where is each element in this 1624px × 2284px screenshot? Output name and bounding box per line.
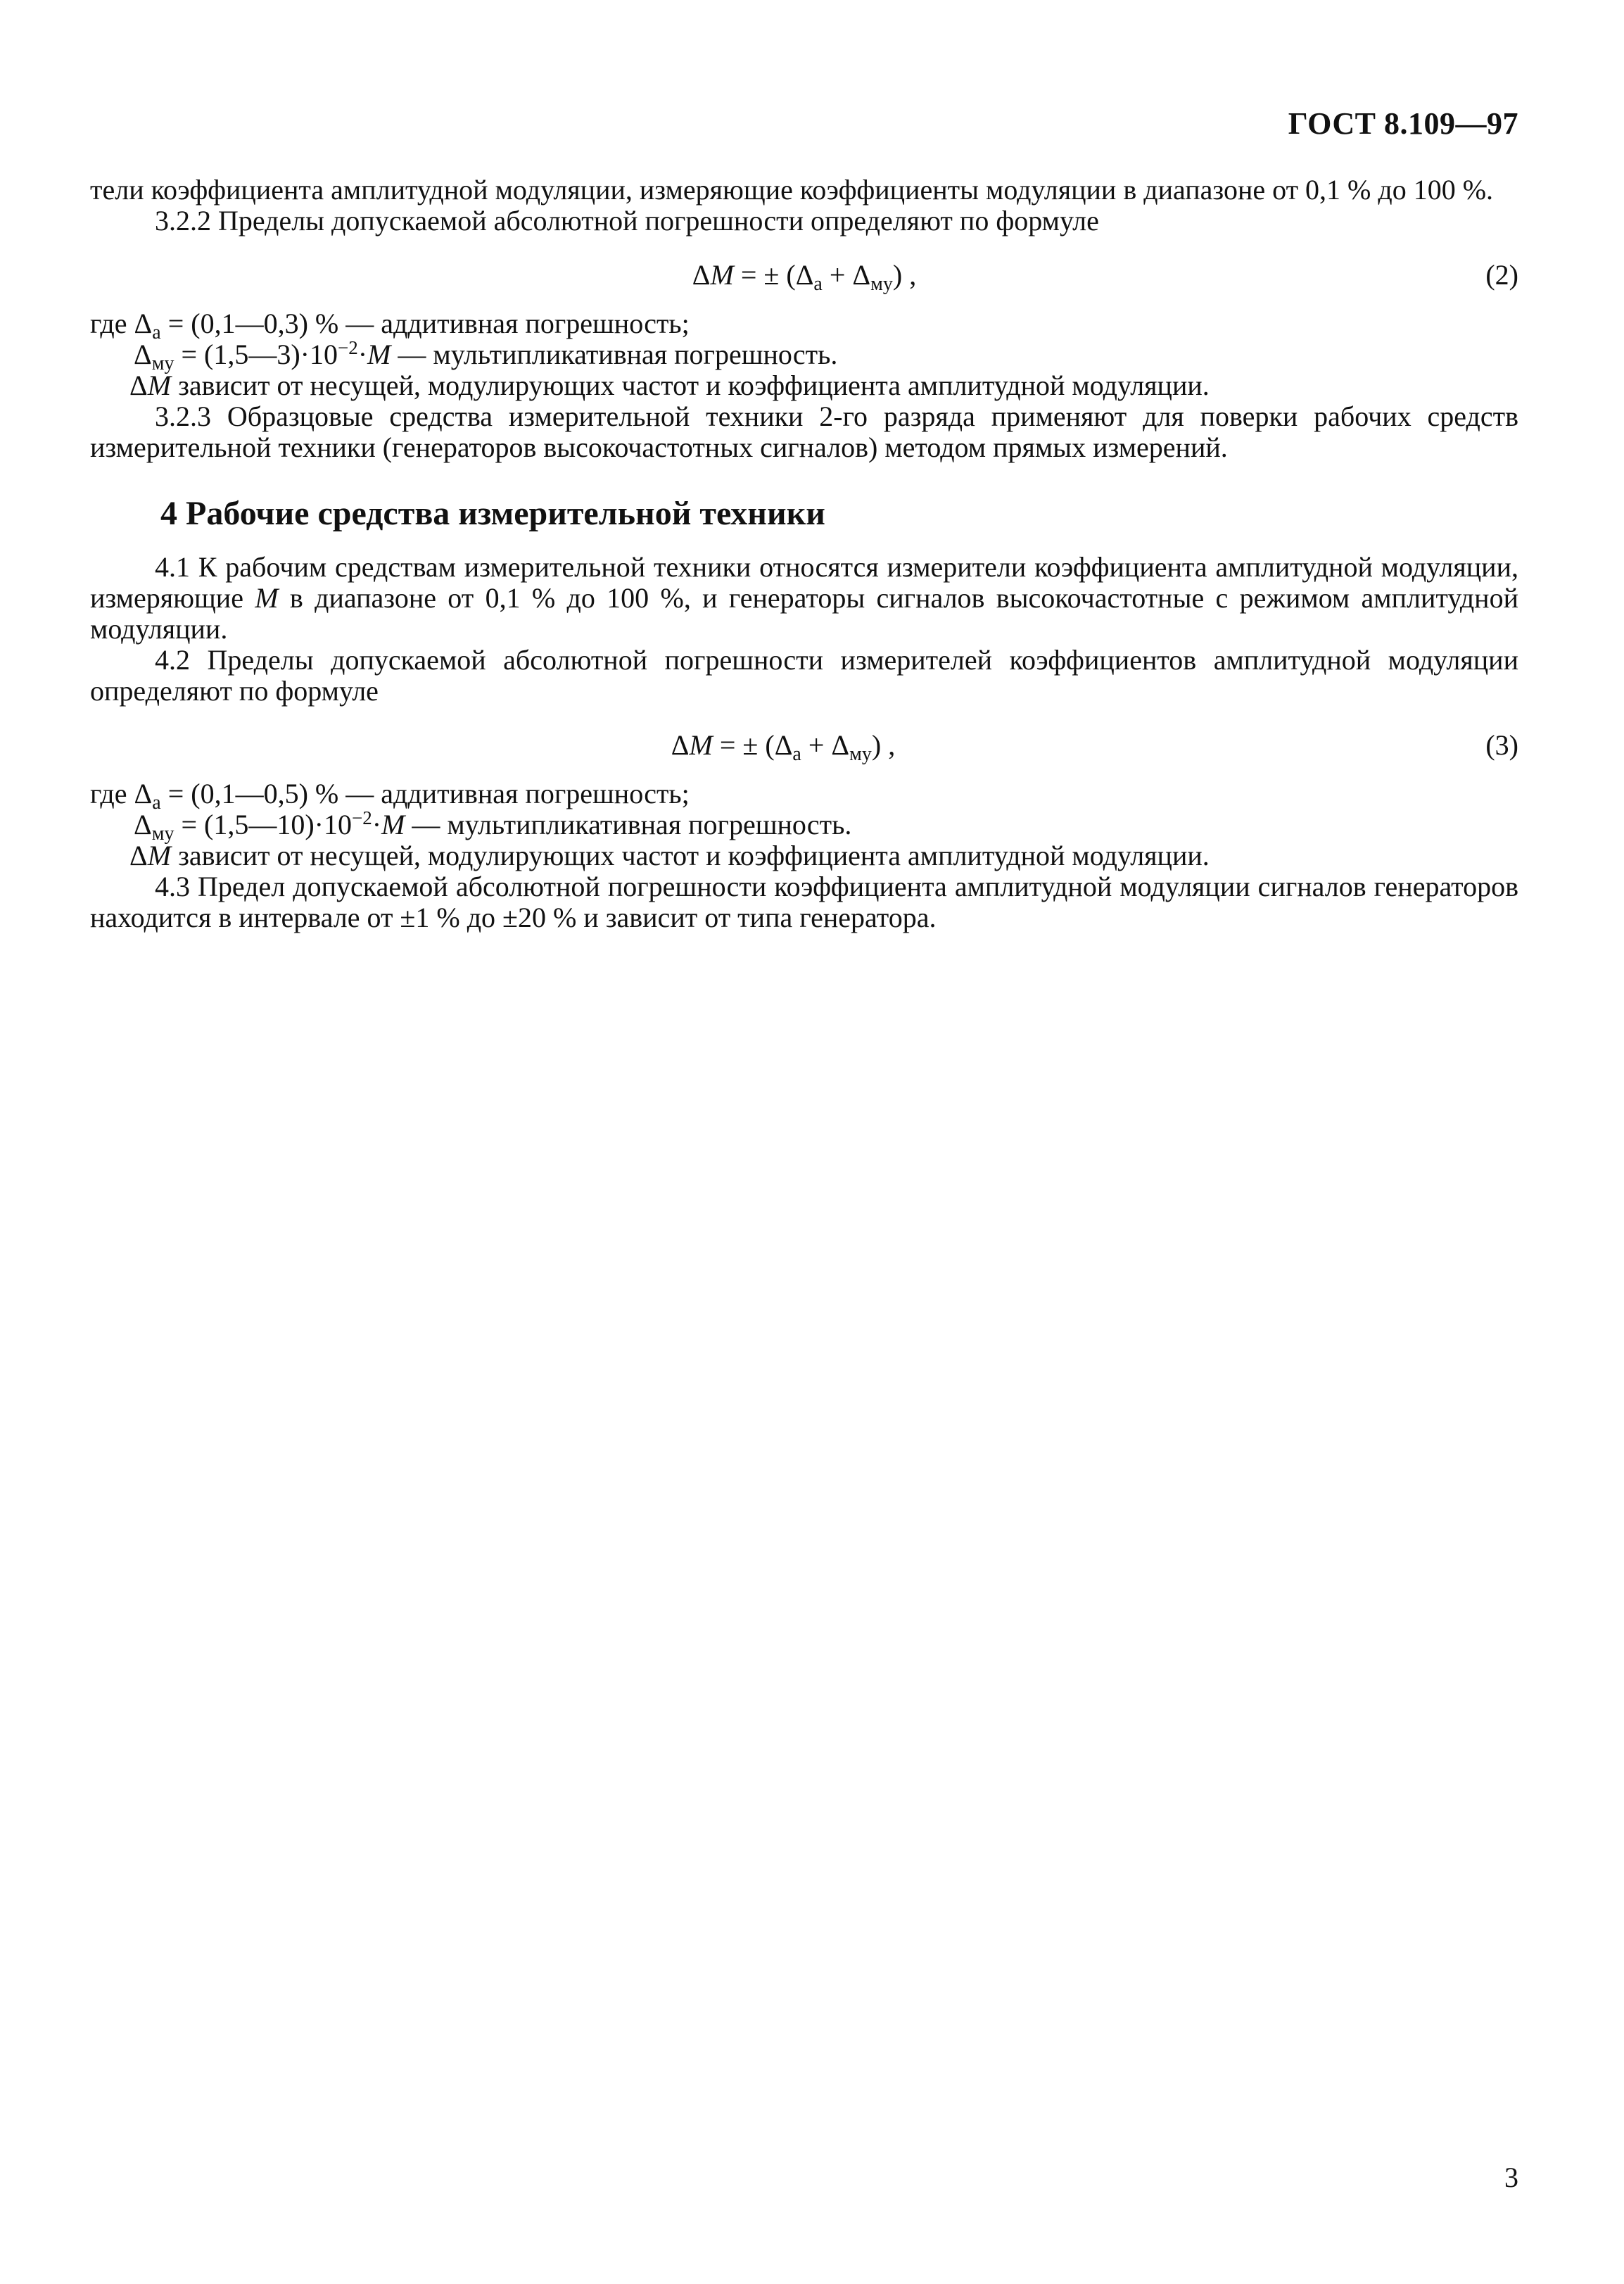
definition-text: — мультипликативная погрешность.	[405, 809, 852, 840]
paragraph-4-2: 4.2 Пределы допускаемой абсолютной погрешности измерителей коэффициентов амплитудной модуляции определяют по формуле	[90, 644, 1518, 707]
formula-symbol: Δ	[852, 259, 871, 291]
page-number: 3	[1504, 2162, 1518, 2193]
definition-equation: = (1,5—3)·10	[174, 339, 338, 370]
formula-variable: M	[147, 370, 172, 401]
formula-symbol: Δ	[831, 729, 850, 761]
formula-operator: +	[822, 259, 853, 291]
formula-symbol: Δ	[129, 370, 148, 401]
formula-subscript: му	[870, 273, 893, 295]
paragraph-4-3: 4.3 Предел допускаемой абсолютной погрешности коэффициента амплитудной модуляции сигналов генераторов находится в интервале от ±1 % до ±20 % и зависит от типа генератора.	[90, 871, 1518, 933]
definition-multiplicative-error	[90, 337, 1518, 374]
formula-3	[90, 722, 1518, 769]
formula-operator: ) ,	[892, 259, 917, 291]
formula-symbol: Δ	[134, 308, 153, 339]
paragraph-3-2-3: 3.2.3 Образцовые средства измерительной техники 2-го разряда применяют для поверки рабочих средств измерительной техники (генераторов высокочастотных сигналов) методом прямых измерений.	[90, 400, 1518, 463]
formula-symbol: Δ	[134, 339, 152, 370]
definition-text: = (0,1—0,5) % — аддитивная погрешность;	[160, 778, 690, 809]
paragraph-4-1	[90, 552, 1518, 645]
formula-2-number: (2)	[1485, 259, 1518, 291]
formula-variable: M	[710, 259, 734, 291]
formula-symbol: Δ	[671, 729, 690, 761]
definition-prefix: где	[90, 308, 134, 339]
formula-subscript: а	[152, 792, 161, 814]
page-content	[90, 175, 1518, 933]
formula-subscript: му	[151, 823, 175, 845]
definition-additive-error	[90, 308, 1518, 343]
paragraph-3-2-2: 3.2.2 Пределы допускаемой абсолютной погрешности определяют по формуле	[155, 205, 1099, 236]
formula-symbol: Δ	[134, 778, 153, 809]
paragraph-dependence	[90, 840, 1518, 871]
formula-subscript: му	[151, 353, 175, 374]
formula-subscript: а	[792, 743, 801, 765]
formula-variable: M	[689, 729, 713, 761]
formula-operator: ·	[357, 339, 368, 370]
definition-text: = (0,1—0,3) % — аддитивная погрешность;	[160, 308, 690, 339]
formula-3-number: (3)	[1485, 729, 1518, 761]
formula-subscript: а	[813, 273, 823, 295]
formula-2-expression	[90, 252, 1518, 298]
formula-subscript: му	[849, 743, 872, 765]
formula-variable: M	[255, 582, 279, 614]
formula-variable: M	[147, 840, 172, 871]
formula-symbol: Δ	[795, 259, 814, 291]
formula-2	[90, 252, 1518, 298]
definition-equation: = (1,5—10)·10	[174, 809, 352, 840]
paragraph-dependence	[90, 370, 1518, 401]
formula-3-expression	[90, 722, 1518, 769]
formula-operator: ) ,	[871, 729, 896, 761]
definition-text: — мультипликативная погрешность.	[391, 339, 838, 370]
formula-symbol: Δ	[134, 809, 152, 840]
formula-symbol: Δ	[129, 840, 148, 871]
formula-variable: M	[367, 339, 391, 370]
paragraph-text: зависит от несущей, модулирующих частот и коэффициента амплитудной модуляции.	[171, 840, 1210, 871]
formula-operator: = ± (	[733, 259, 796, 291]
formula-symbol: Δ	[692, 259, 711, 291]
formula-operator: = ± (	[712, 729, 775, 761]
formula-symbol: Δ	[774, 729, 793, 761]
formula-subscript: а	[152, 322, 161, 343]
paragraph-text: в диапазоне от 0,1 % до 100 %, и генераторы сигналов высокочастотные с режимом амплитудной модуляции.	[90, 582, 1518, 645]
definition-multiplicative-error	[90, 807, 1518, 845]
formula-operator: +	[801, 729, 832, 761]
section-heading-4: 4 Рабочие средства измерительной техники	[160, 495, 825, 532]
formula-variable: M	[381, 809, 405, 840]
formula-superscript: −2	[351, 807, 372, 828]
formula-superscript: −2	[337, 337, 358, 358]
document-code: ГОСТ 8.109—97	[1288, 106, 1518, 141]
formula-operator: ·	[372, 809, 382, 840]
paragraph-continuation: тели коэффициента амплитудной модуляции, измеряющие коэффициенты модуляции в диапазоне от 0,1 % до 100 %.	[90, 174, 1494, 206]
paragraph-text: зависит от несущей, модулирующих частот и коэффициента амплитудной модуляции.	[171, 370, 1210, 401]
definition-prefix: где	[90, 778, 134, 809]
paragraph-text: 4.1 К рабочим средствам измерительной техники относятся измерители коэффициента амплитудной модуляции, измеряющие	[90, 551, 1518, 614]
definition-additive-error	[90, 778, 1518, 814]
